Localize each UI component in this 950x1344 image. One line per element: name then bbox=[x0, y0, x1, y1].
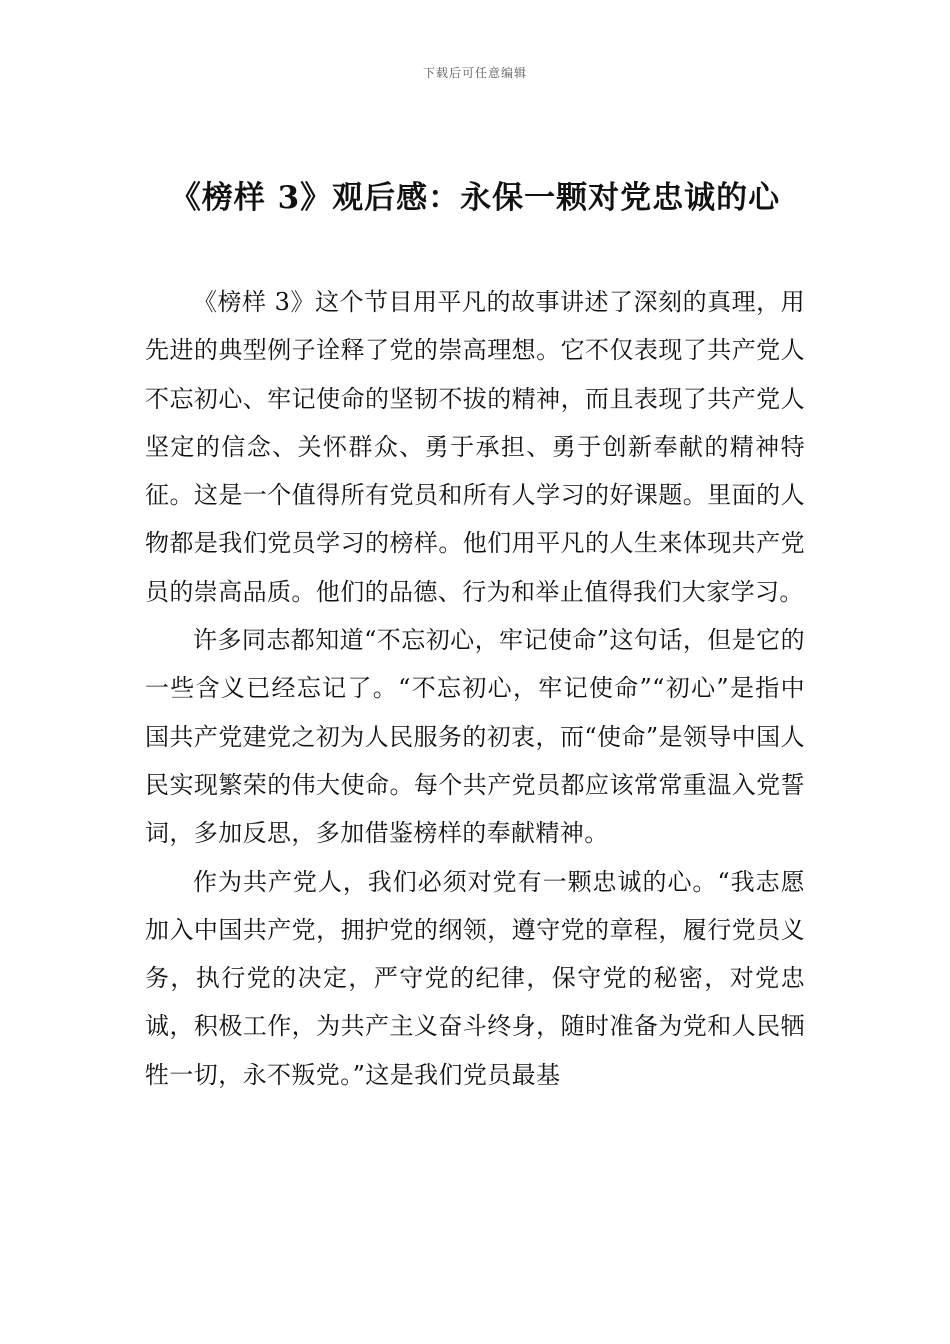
paragraph-3: 作为共产党人，我们必须对党有一颗忠诚的心。“我志愿加入中国共产党，拥护党的纲领，遵守党的章程，履行党员义务，执行党的决定，严守党的纪律，保守党的秘密，对党忠诚，积极工作，为共产主义奋斗终身，随时准备为党和人民牺牲一切，永不叛党。”这是我们党员最基 bbox=[145, 867, 805, 1089]
paragraph-2: 许多同志都知道“不忘初心，牢记使命”这句话，但是它的一些含义已经忘记了。“不忘初心，牢记使命”“初心”是指中国共产党建党之初为人民服务的初衷，而“使命”是领导中国人民实现繁荣的伟大使命。每个共产党员都应该常常重温入党誓词，多加反思，多加借鉴榜样的奉献精神。 bbox=[145, 626, 805, 848]
document-title: 《榜样 3》观后感：永保一颗对党忠诚的心 bbox=[169, 180, 781, 216]
header-note: 下载后可任意编辑 bbox=[422, 66, 527, 80]
paragraph-1: 《榜样 3》这个节目用平凡的故事讲述了深刻的真理，用先进的典型例子诠释了党的崇高理想。它不仅表现了共产党人不忘初心、牢记使命的坚韧不拔的精神，而且表现了共产党人坚定的信念、关怀群众、勇于承担、勇于创新奉献的精神特征。这是一个值得所有党员和所有人学习的好课题。里面的人物都是我们党员学习的榜样。他们用平凡的人生来体现共产党员的崇高品质。他们的品德、行为和举止值得我们大家学习。 bbox=[145, 288, 805, 606]
document-body bbox=[145, 278, 805, 1099]
